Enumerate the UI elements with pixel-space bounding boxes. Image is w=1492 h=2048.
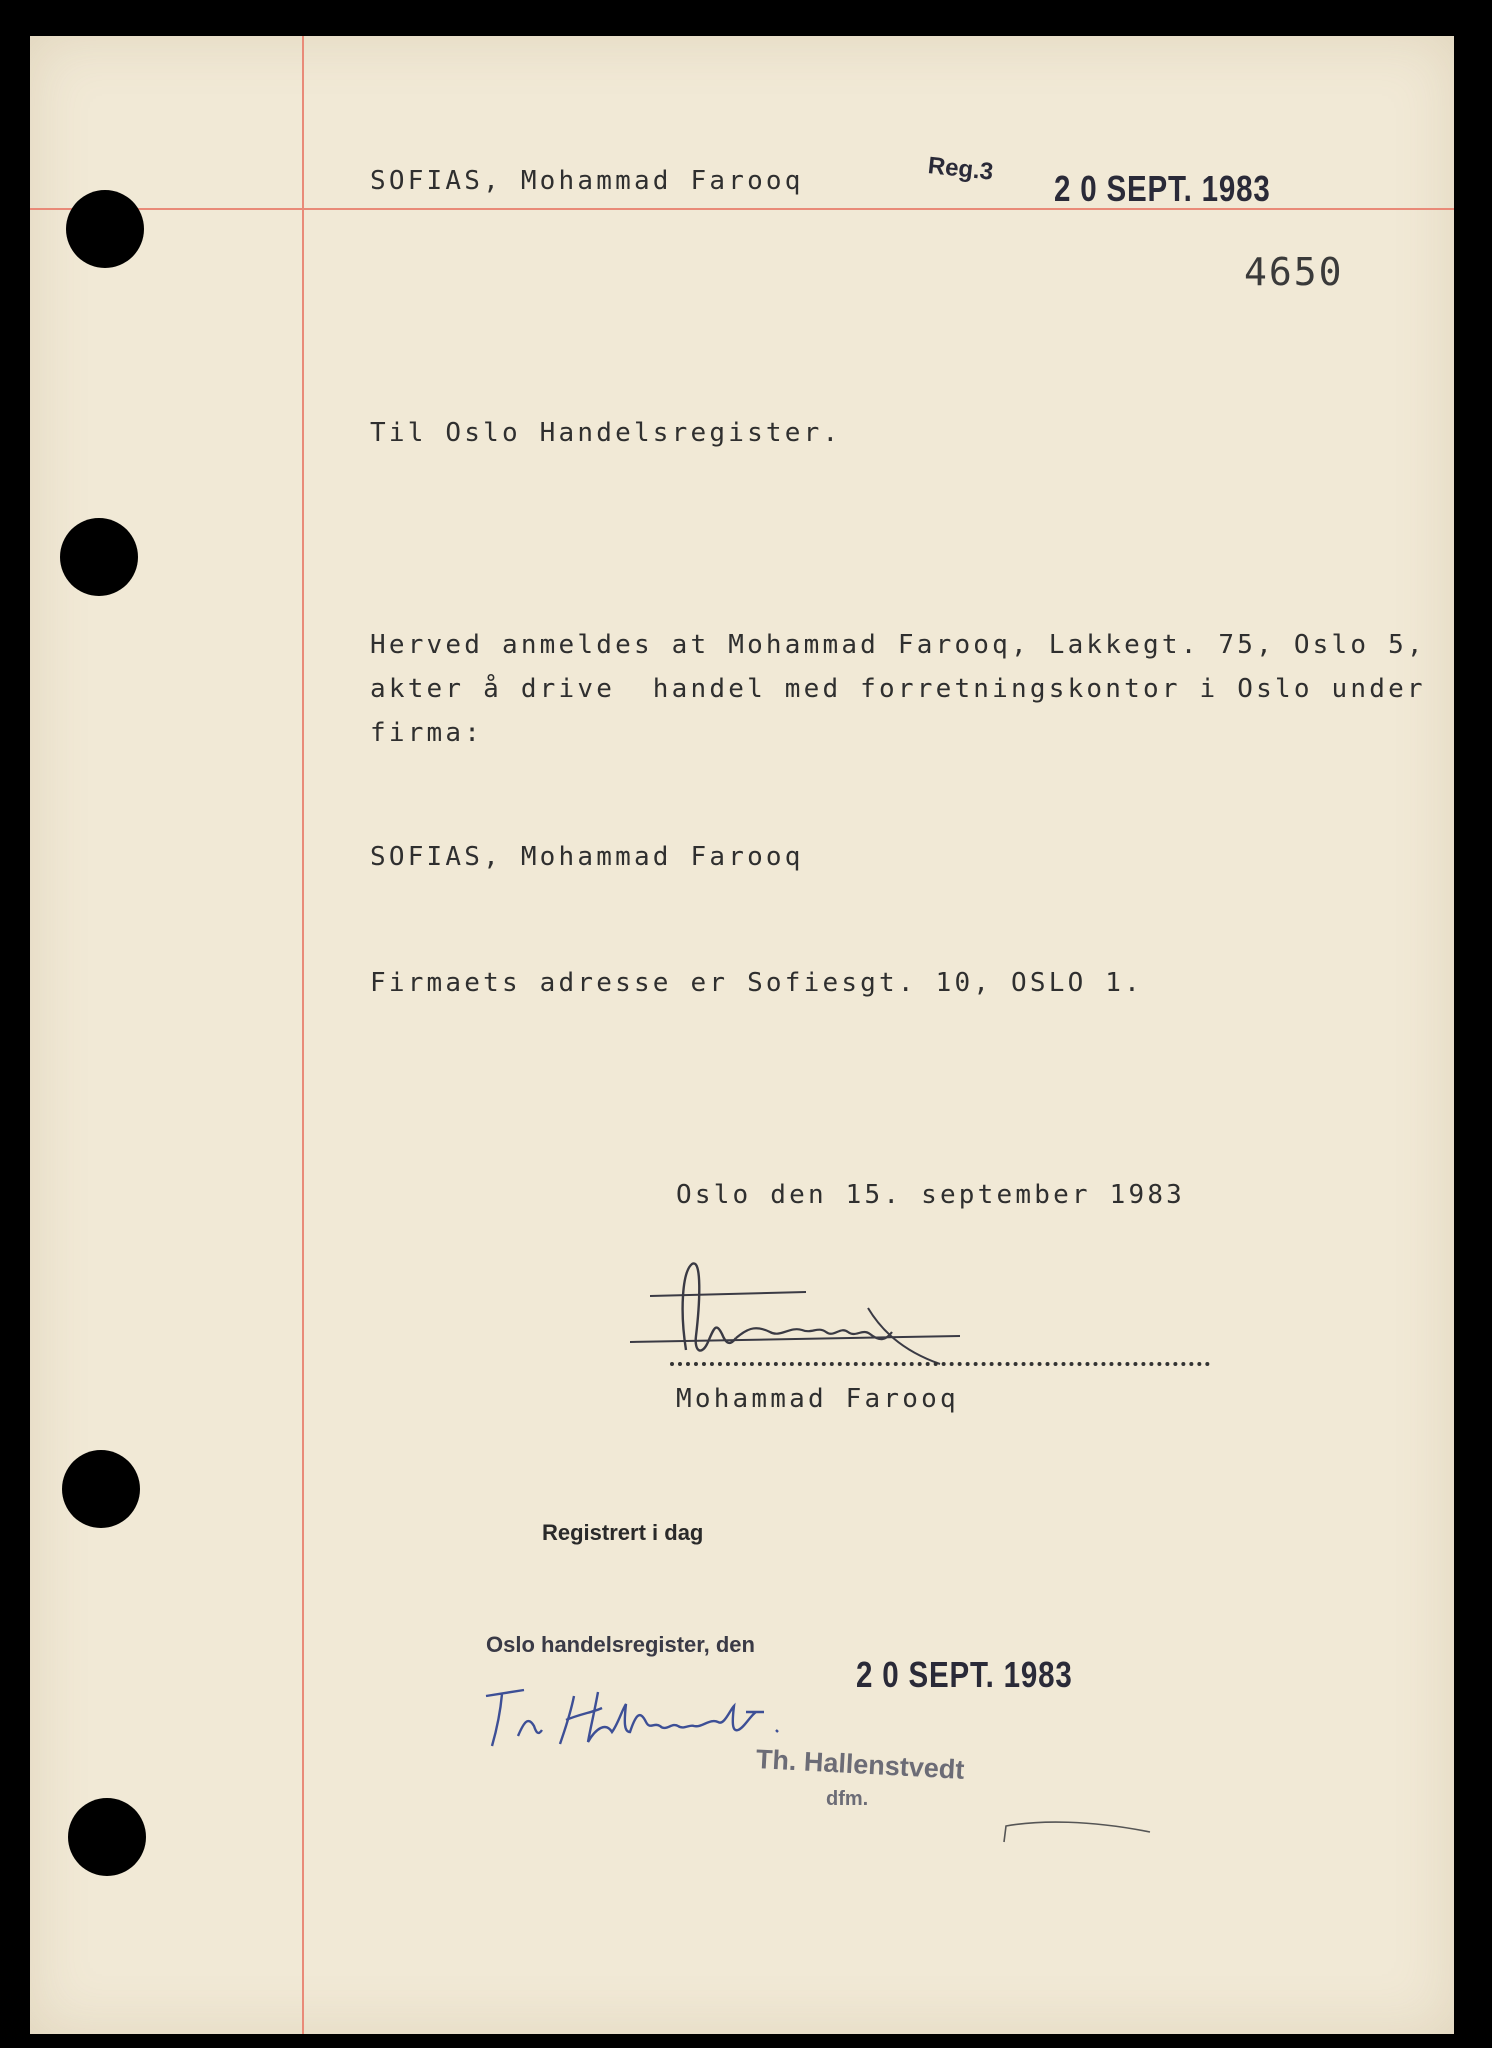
place-date-line: Oslo den 15. september 1983 bbox=[676, 1180, 1186, 1210]
document-number: 4650 bbox=[1244, 250, 1344, 294]
recipient-line: Til Oslo Handelsregister. bbox=[370, 418, 842, 448]
reg-stamp-date: 2 0 SEPT. 1983 bbox=[1054, 168, 1271, 209]
punch-hole bbox=[68, 1798, 146, 1876]
register-office-label: Oslo handelsregister, den bbox=[486, 1632, 755, 1657]
header-company-name: SOFIAS, Mohammad Farooq bbox=[370, 166, 804, 196]
official-title-stamp: dfm. bbox=[826, 1788, 869, 1810]
register-stamp-date: 2 0 SEPT. 1983 bbox=[856, 1654, 1073, 1695]
punch-hole bbox=[62, 1450, 140, 1528]
official-name-stamp: Th. Hallenstvedt bbox=[755, 1744, 966, 1785]
firm-address: Firmaets adresse er Sofiesgt. 10, OSLO 1. bbox=[370, 968, 1143, 998]
paragraph-line: akter å drive handel med forretningskontor i Oslo under bbox=[370, 674, 1426, 704]
paragraph-line: firma: bbox=[370, 718, 484, 748]
left-margin-line bbox=[302, 36, 304, 2034]
firm-name: SOFIAS, Mohammad Farooq bbox=[370, 842, 804, 872]
signature-hallenstvedt bbox=[478, 1666, 858, 1756]
reg-date-stamp bbox=[1014, 126, 1318, 252]
pencil-mark bbox=[1000, 1812, 1200, 1852]
registered-today-stamp: Registrert i dag bbox=[542, 1520, 704, 1545]
paragraph-line: Herved anmeldes at Mohammad Farooq, Lakkegt. 75, Oslo 5, bbox=[370, 630, 1426, 660]
document-page bbox=[30, 36, 1454, 2034]
punch-hole bbox=[66, 190, 144, 268]
punch-hole bbox=[60, 518, 138, 596]
signature-dotted-line bbox=[670, 1358, 1210, 1366]
register-date-stamp bbox=[816, 1612, 1120, 1738]
signer-name: Mohammad Farooq bbox=[676, 1384, 959, 1414]
reg-stamp-label: Reg.3 bbox=[926, 152, 995, 186]
